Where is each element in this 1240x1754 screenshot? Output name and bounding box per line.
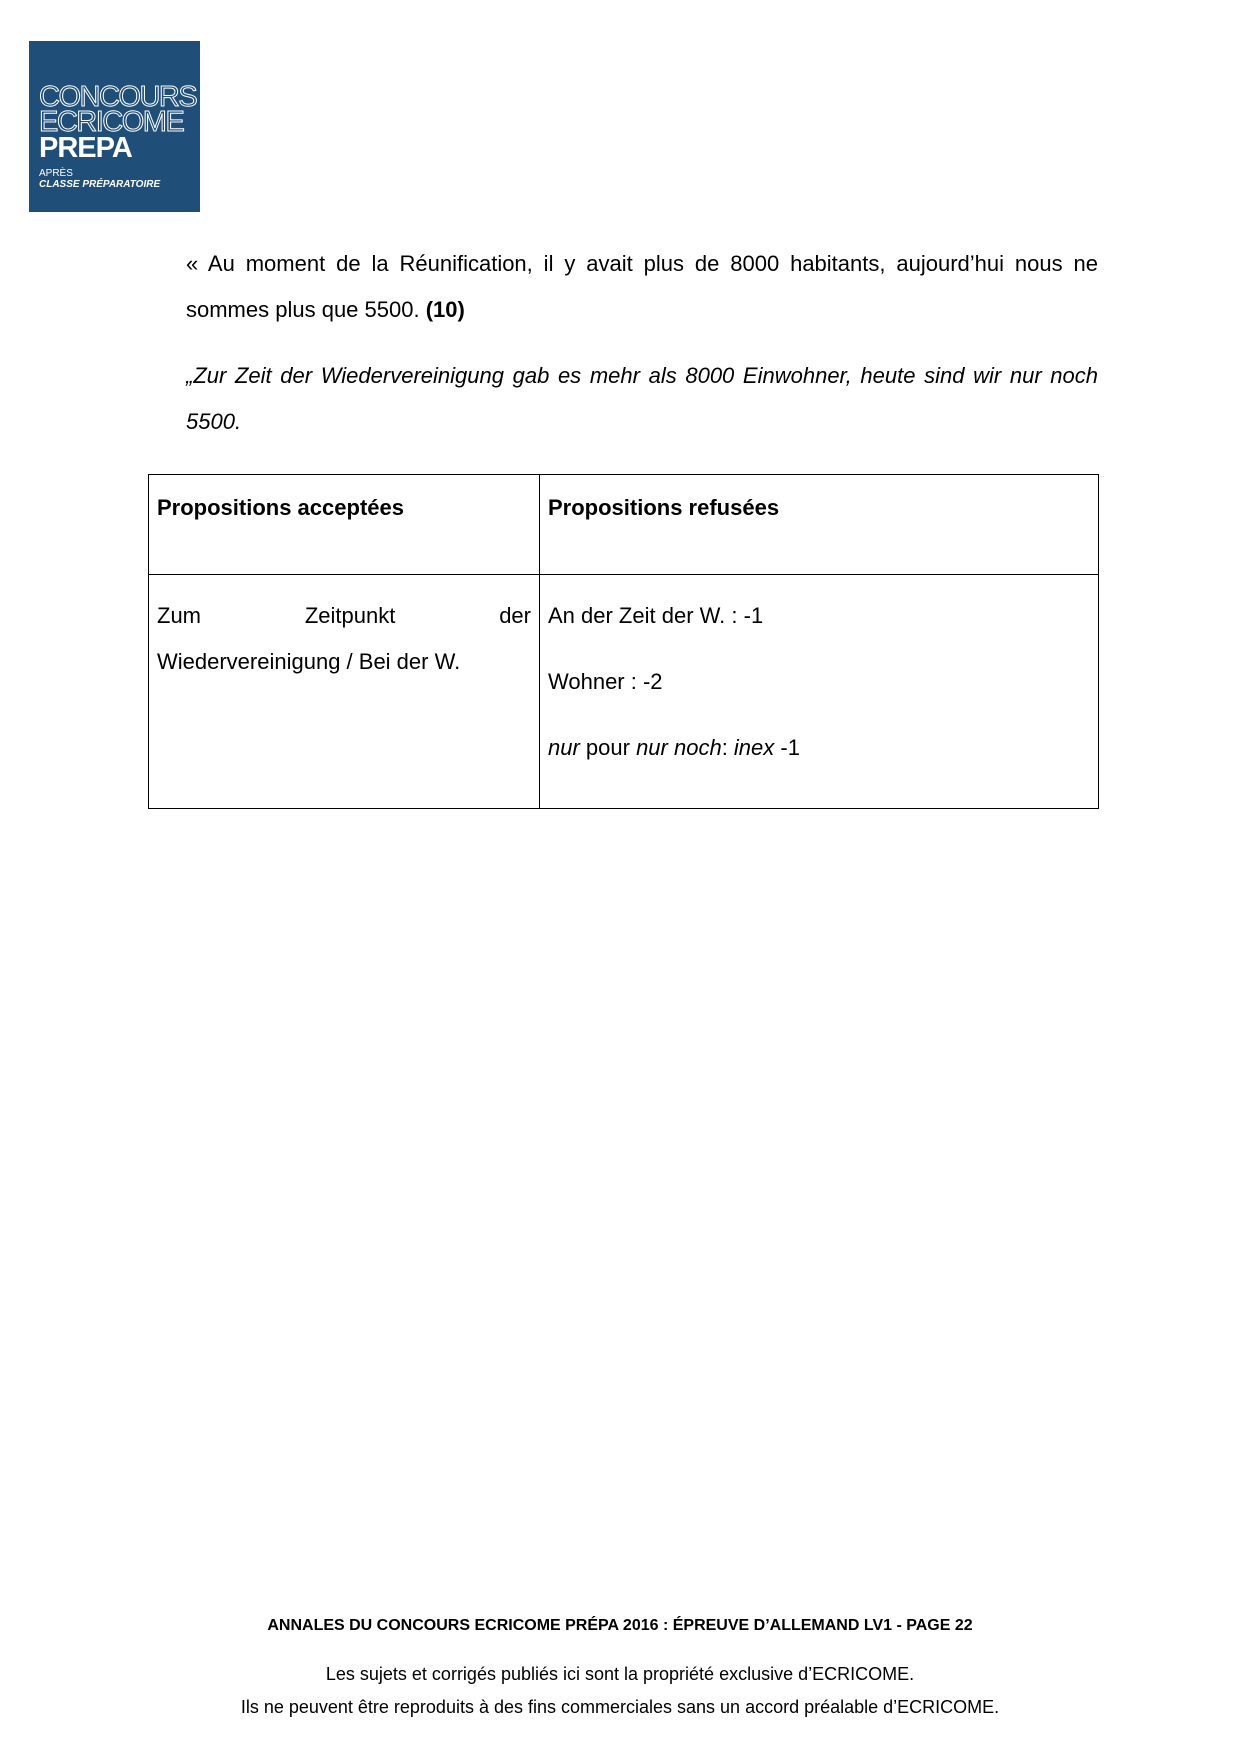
ecricome-logo — [29, 41, 200, 212]
accepted-line-1 — [157, 593, 531, 639]
footer-copyright-1: Les sujets et corrigés publiés ici sont la propriété exclusive d’ECRICOME. — [325, 1664, 915, 1684]
french-sentence — [186, 241, 1098, 333]
accepted-line-2: Wiedervereinigung / Bei der W. — [157, 649, 461, 674]
logo-line-concours: CONCOURS — [39, 81, 197, 113]
footer-copyright-2: Ils ne peuvent être reproduits à des fins commerciales sans un accord préalable d’ECRICOME. — [240, 1697, 1000, 1717]
refused-item-pour: pour — [579, 735, 637, 760]
accepted-word-der: der — [499, 603, 531, 628]
refused-item: Wohner : -2 — [548, 669, 663, 694]
refused-item-inex: inex — [733, 735, 775, 760]
footer-title: ANNALES DU CONCOURS ECRICOME PRÉPA 2016 : ÉPREUVE D’ALLEMAND LV1 - PAGE 22 — [267, 1617, 973, 1634]
header-refused: Propositions refusées — [540, 475, 1099, 575]
table-header-row — [149, 475, 1099, 575]
logo-line-prepa: PREPA — [39, 132, 132, 164]
refused-item-nur: nur — [548, 735, 580, 760]
accepted-cell — [149, 575, 540, 809]
refused-item-penalty: -1 — [774, 735, 800, 760]
german-translation: „Zur Zeit der Wiedervereinigung gab es mehr als 8000 Einwohner, heute sind wir nur noch 5500. — [186, 363, 1098, 434]
grading-table — [148, 474, 1099, 809]
accepted-word-zum: Zum — [157, 603, 201, 628]
points-label: (10) — [425, 297, 465, 322]
accepted-word-zeitpunkt: Zeitpunkt — [304, 603, 396, 628]
table-row — [149, 575, 1099, 809]
refused-item-colon: : — [721, 735, 734, 760]
refused-item-nur-noch: nur noch — [636, 735, 722, 760]
header-accepted: Propositions acceptées — [149, 475, 540, 575]
french-sentence-text: « Au moment de la Réunification, il y avait plus de 8000 habitants, aujourd’hui nous ne sommes plus que 5500. — [186, 251, 1098, 322]
logo-line-ecricome: ECRICOME — [39, 106, 184, 138]
refused-item — [548, 725, 1090, 771]
refused-cell — [540, 575, 1099, 809]
refused-item: An der Zeit der W. : -1 — [548, 603, 764, 628]
logo-line-classe: CLASSE PRÉPARATOIRE — [39, 179, 161, 190]
logo-line-apres: APRÈS — [39, 168, 73, 179]
